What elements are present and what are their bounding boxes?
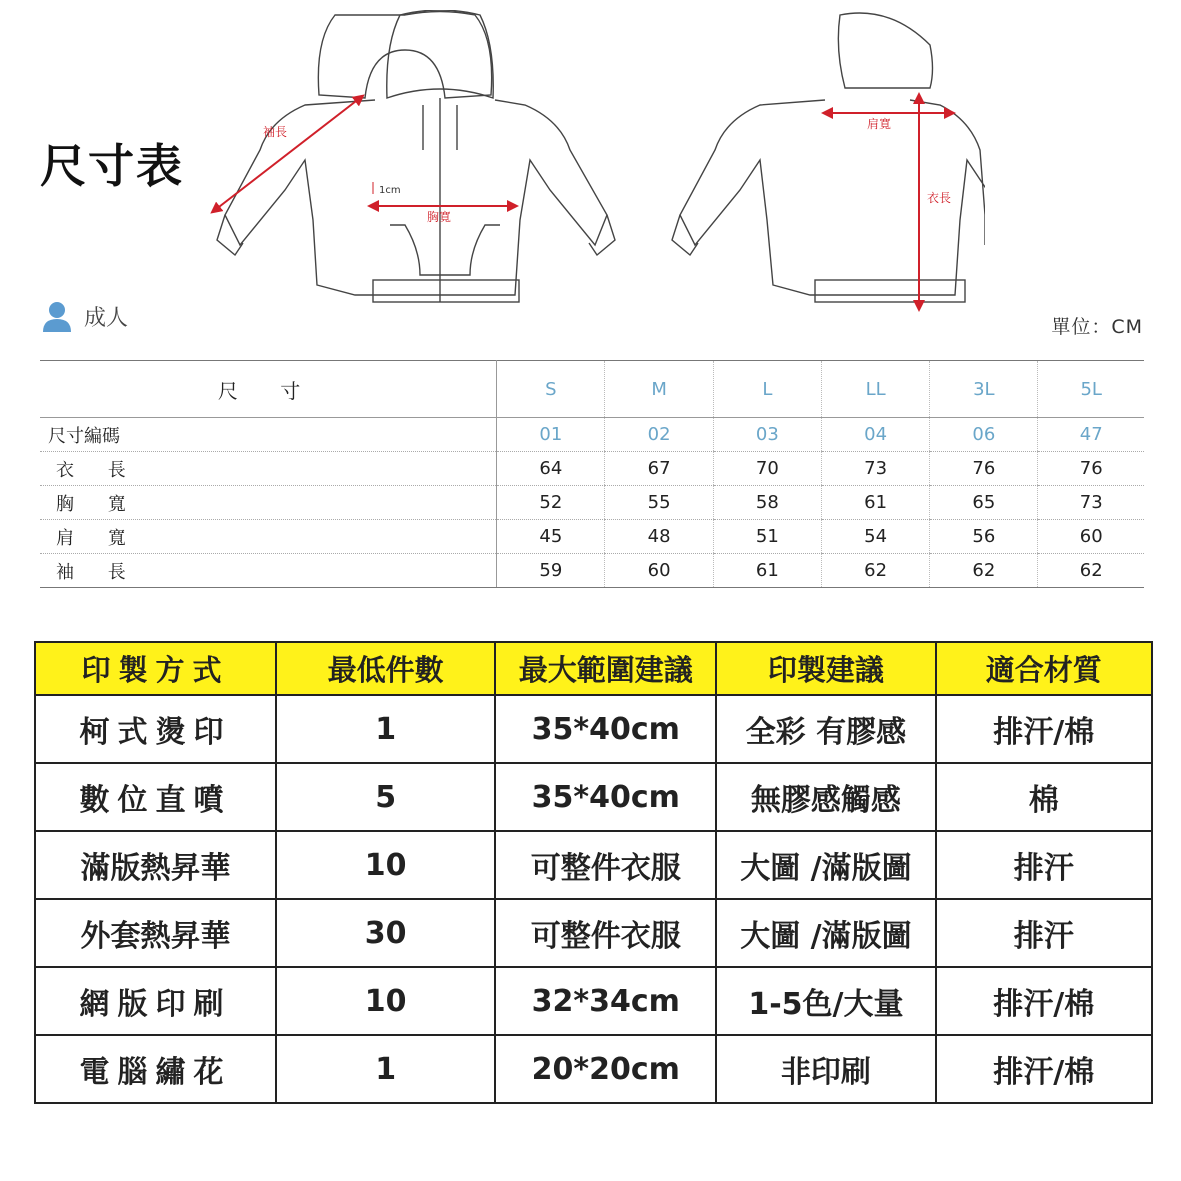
size-cell: 48: [605, 520, 713, 554]
size-cell: 70: [713, 452, 821, 486]
size-cell: 54: [821, 520, 929, 554]
audience-text: 成人: [84, 305, 129, 331]
print-method-table: [34, 641, 1153, 1104]
size-cell: 62: [1038, 554, 1144, 588]
print-table-row: [35, 1035, 1152, 1103]
hoodie-front-icon: [217, 10, 615, 302]
print-header-cell: 最低件數: [276, 642, 495, 695]
unit-label: 單位：CM: [1051, 316, 1143, 338]
size-cell: 47: [1038, 418, 1144, 452]
size-cell: 45: [497, 520, 605, 554]
size-cell: LL: [821, 361, 929, 418]
size-table: [40, 360, 1144, 588]
size-cell: 56: [930, 520, 1038, 554]
size-cell: 03: [713, 418, 821, 452]
print-cell: 排汗: [936, 899, 1152, 967]
size-row-label: 袖 長: [40, 554, 497, 588]
print-method-name: 外套熱昇華: [35, 899, 276, 967]
print-header-cell: 適合材質: [936, 642, 1152, 695]
size-table-row: [40, 520, 1144, 554]
shoulder-label: 肩寬: [867, 117, 892, 131]
hoodie-diagram: [195, 10, 985, 320]
print-method-name: 網版印刷: [35, 967, 276, 1035]
size-table-row: [40, 418, 1144, 452]
page-title: 尺寸表: [40, 139, 184, 193]
print-cell: 35*40cm: [495, 695, 716, 763]
size-cell: 73: [1038, 486, 1144, 520]
print-table-row: [35, 695, 1152, 763]
size-cell: 04: [821, 418, 929, 452]
size-row-label: 尺寸編碼: [40, 418, 497, 452]
size-cell: L: [713, 361, 821, 418]
person-icon: [42, 300, 72, 332]
print-cell: 1-5色/大量: [716, 967, 935, 1035]
size-cell: 3L: [930, 361, 1038, 418]
size-table-row: [40, 486, 1144, 520]
print-cell: 棉: [936, 763, 1152, 831]
size-table-row: [40, 361, 1144, 418]
size-table-row: [40, 452, 1144, 486]
size-cell: 64: [497, 452, 605, 486]
size-cell: 06: [930, 418, 1038, 452]
print-cell: 非印刷: [716, 1035, 935, 1103]
size-table-row: [40, 554, 1144, 588]
print-table-row: [35, 831, 1152, 899]
size-cell: 67: [605, 452, 713, 486]
print-header-cell: 最大範圍建議: [495, 642, 716, 695]
print-method-name: 柯式燙印: [35, 695, 276, 763]
print-header-cell: 印製方式: [35, 642, 276, 695]
print-cell: 1: [276, 695, 495, 763]
size-row-label: 肩 寬: [40, 520, 497, 554]
print-method-name: 滿版熱昇華: [35, 831, 276, 899]
print-cell: 排汗/棉: [936, 967, 1152, 1035]
print-cell: 20*20cm: [495, 1035, 716, 1103]
print-cell: 全彩 有膠感: [716, 695, 935, 763]
size-cell: 52: [497, 486, 605, 520]
one-cm-label: 1cm: [379, 185, 401, 196]
print-cell: 排汗/棉: [936, 695, 1152, 763]
size-cell: 62: [821, 554, 929, 588]
sleeve-label: 袖長: [263, 125, 288, 139]
print-table-header: [35, 642, 1152, 695]
size-cell: 55: [605, 486, 713, 520]
print-cell: 35*40cm: [495, 763, 716, 831]
print-cell: 1: [276, 1035, 495, 1103]
print-cell: 32*34cm: [495, 967, 716, 1035]
size-cell: 61: [713, 554, 821, 588]
print-cell: 10: [276, 967, 495, 1035]
print-cell: 30: [276, 899, 495, 967]
print-cell: 可整件衣服: [495, 899, 716, 967]
size-cell: 76: [930, 452, 1038, 486]
print-cell: 無膠感觸感: [716, 763, 935, 831]
print-cell: 排汗/棉: [936, 1035, 1152, 1103]
print-cell: 大圖 /滿版圖: [716, 899, 935, 967]
audience-label: [42, 300, 128, 332]
print-method-name: 數位直噴: [35, 763, 276, 831]
size-cell: 61: [821, 486, 929, 520]
print-method-name: 電腦繡花: [35, 1035, 276, 1103]
size-cell: 62: [930, 554, 1038, 588]
print-cell: 可整件衣服: [495, 831, 716, 899]
size-cell: 58: [713, 486, 821, 520]
size-cell: 60: [605, 554, 713, 588]
chest-label: 胸寬: [427, 210, 452, 224]
size-cell: 76: [1038, 452, 1144, 486]
size-cell: 59: [497, 554, 605, 588]
size-cell: 65: [930, 486, 1038, 520]
size-cell: 5L: [1038, 361, 1144, 418]
size-row-label: 胸 寬: [40, 486, 497, 520]
size-cell: S: [497, 361, 605, 418]
print-table-row: [35, 899, 1152, 967]
print-cell: 10: [276, 831, 495, 899]
size-cell: 73: [821, 452, 929, 486]
size-cell: 60: [1038, 520, 1144, 554]
print-table-row: [35, 967, 1152, 1035]
print-cell: 5: [276, 763, 495, 831]
print-table-row: [35, 763, 1152, 831]
print-cell: 大圖 /滿版圖: [716, 831, 935, 899]
length-label: 衣長: [927, 191, 952, 205]
print-cell: 排汗: [936, 831, 1152, 899]
hoodie-back-icon: [672, 13, 985, 302]
print-header-cell: 印製建議: [716, 642, 935, 695]
size-cell: M: [605, 361, 713, 418]
size-row-label: 尺 寸: [40, 361, 497, 418]
size-cell: 02: [605, 418, 713, 452]
size-row-label: 衣 長: [40, 452, 497, 486]
size-cell: 01: [497, 418, 605, 452]
size-cell: 51: [713, 520, 821, 554]
